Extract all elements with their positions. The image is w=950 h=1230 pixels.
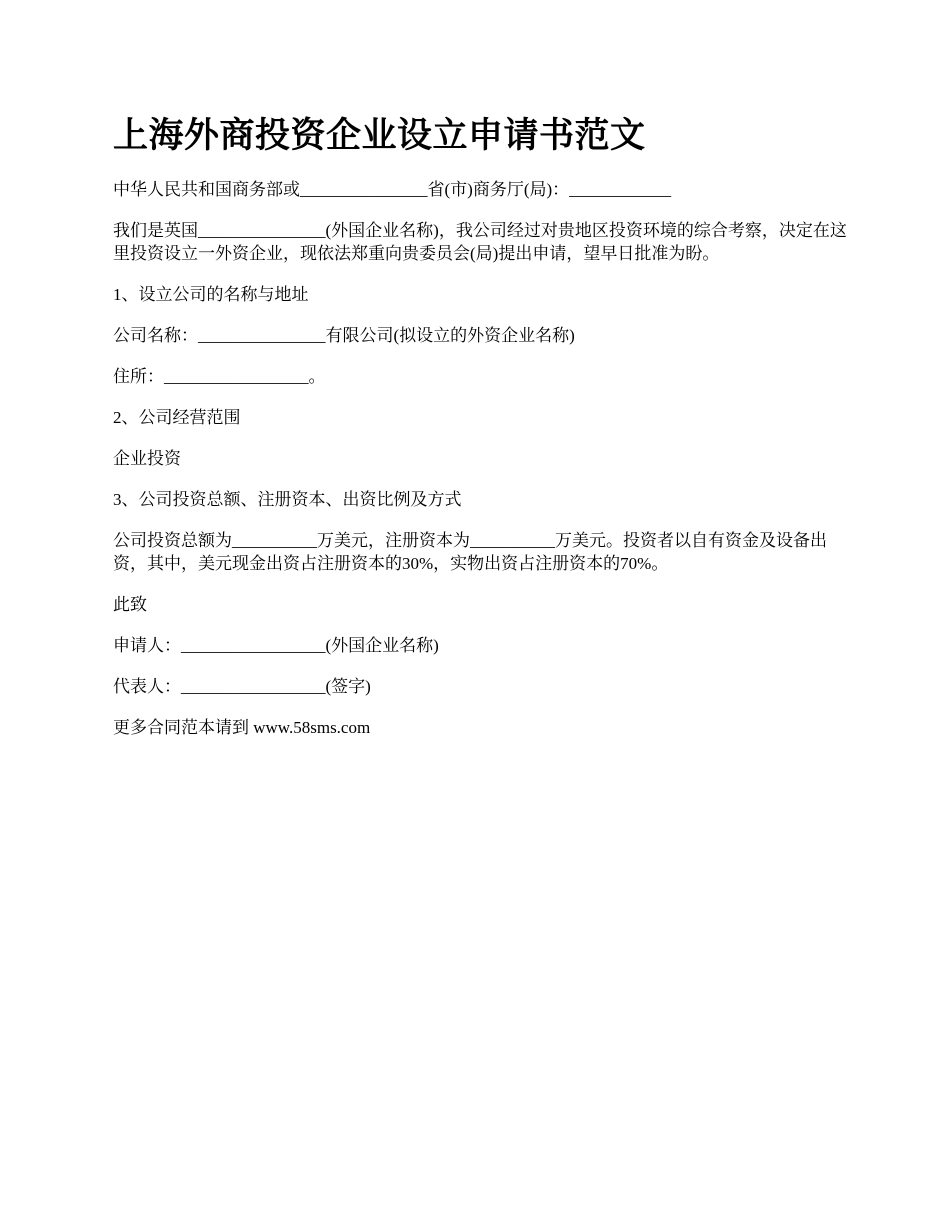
representative-line: 代表人：_________________(签字) xyxy=(113,677,371,696)
section-heading-1: 1、设立公司的名称与地址 xyxy=(113,285,309,304)
intro-paragraph: 我们是英国_______________(外国企业名称)，我公司经过对贵地区投资环境的综合考察，决定在这里投资设立一外资企业，现依法郑重向贵委员会(局)提出申请，望早日批准为盼。 xyxy=(113,221,847,263)
footer-link-line: 更多合同范本请到 www.58sms.com xyxy=(113,718,371,737)
business-scope-line: 企业投资 xyxy=(113,449,181,468)
document-title: 上海外商投资企业设立申请书范文 xyxy=(113,115,646,156)
addressee-line: 中华人民共和国商务部或_______________省(市)商务厅(局)：____________ xyxy=(113,180,672,199)
company-name-line: 公司名称：_______________有限公司(拟设立的外资企业名称) xyxy=(113,326,575,345)
address-line: 住所：_________________。 xyxy=(113,367,326,386)
investment-paragraph: 公司投资总额为__________万美元，注册资本为__________万美元。投资者以自有资金及设备出资，其中，美元现金出资占注册资本的30%，实物出资占注册资本的70%。 xyxy=(113,531,827,573)
salutation-line: 此致 xyxy=(113,595,147,614)
section-heading-3: 3、公司投资总额、注册资本、出资比例及方式 xyxy=(113,490,462,509)
section-heading-2: 2、公司经营范围 xyxy=(113,408,241,427)
applicant-line: 申请人：_________________(外国企业名称) xyxy=(113,636,439,655)
document-page xyxy=(113,112,853,757)
